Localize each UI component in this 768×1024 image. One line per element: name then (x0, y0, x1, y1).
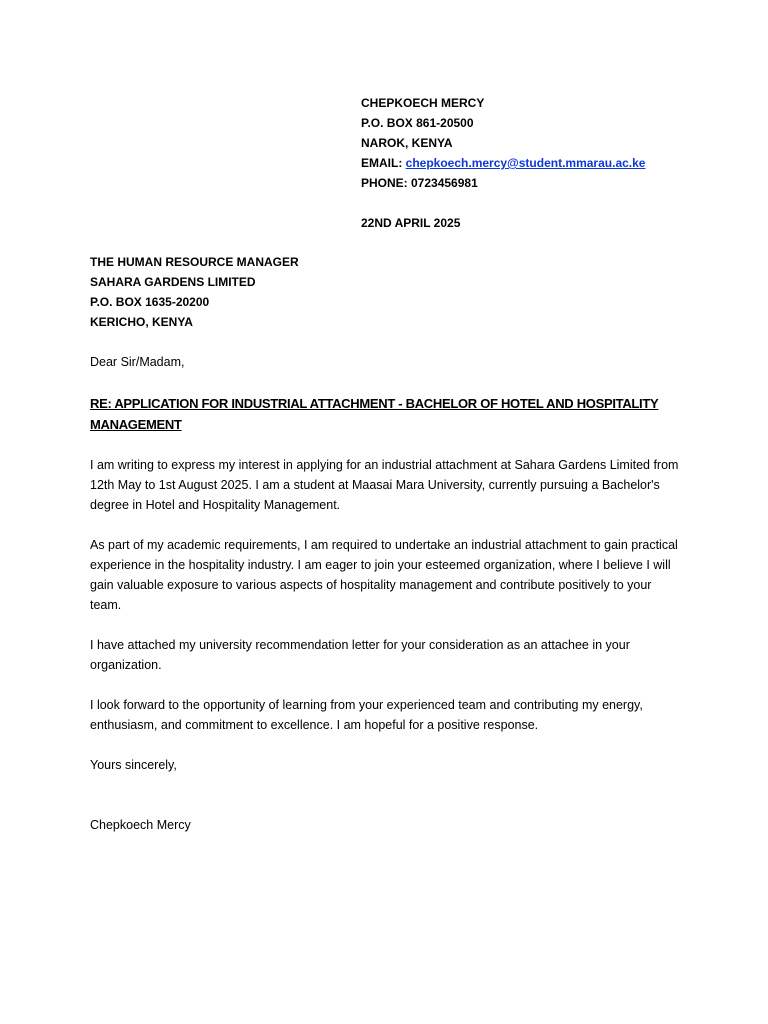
sender-po-box: P.O. BOX 861-20500 (361, 116, 474, 130)
signature-name: Chepkoech Mercy (90, 818, 191, 832)
recipient-po-box: P.O. BOX 1635-20200 (90, 295, 210, 309)
letter-body (90, 455, 680, 755)
sender-phone: PHONE: 0723456981 (361, 176, 478, 190)
closing: Yours sincerely, (90, 758, 177, 772)
body-paragraph: As part of my academic requirements, I am required to undertake an industrial attachment to gain practical experience in the hospitality industry. I am eager to join your esteemed organization, where I believe I will gain valuable exposure to various aspects of hospitality management and contribute positively to your team. (90, 538, 678, 612)
sender-address-block (361, 93, 645, 233)
email-label: EMAIL: (361, 156, 406, 170)
salutation: Dear Sir/Madam, (90, 355, 185, 369)
email-link[interactable]: chepkoech.mercy@student.mmarau.ac.ke (405, 156, 646, 170)
recipient-company: SAHARA GARDENS LIMITED (90, 275, 256, 289)
sender-email-line (361, 153, 645, 173)
body-paragraph: I have attached my university recommendation letter for your consideration as an attachee in your organization. (90, 638, 630, 672)
recipient-location: KERICHO, KENYA (90, 315, 193, 329)
body-paragraph: I look forward to the opportunity of learning from your experienced team and contributing my energy, enthusiasm, and commitment to excellence. I am hopeful for a positive response. (90, 698, 643, 732)
recipient-address-block (90, 252, 299, 332)
letter-date: 22ND APRIL 2025 (361, 216, 461, 230)
sender-location: NAROK, KENYA (361, 136, 453, 150)
recipient-title: THE HUMAN RESOURCE MANAGER (90, 255, 299, 269)
body-paragraph: I am writing to express my interest in applying for an industrial attachment at Sahara Gardens Limited from 12th May to 1st August 2025. I am a student at Maasai Mara University, currently pursuing a Bachelor's degree in Hotel and Hospitality Management. (90, 458, 679, 512)
sender-name: CHEPKOECH MERCY (361, 96, 485, 110)
subject-line: RE: APPLICATION FOR INDUSTRIAL ATTACHMENT - BACHELOR OF HOTEL AND HOSPITALITY MANAGEMENT (90, 396, 659, 432)
